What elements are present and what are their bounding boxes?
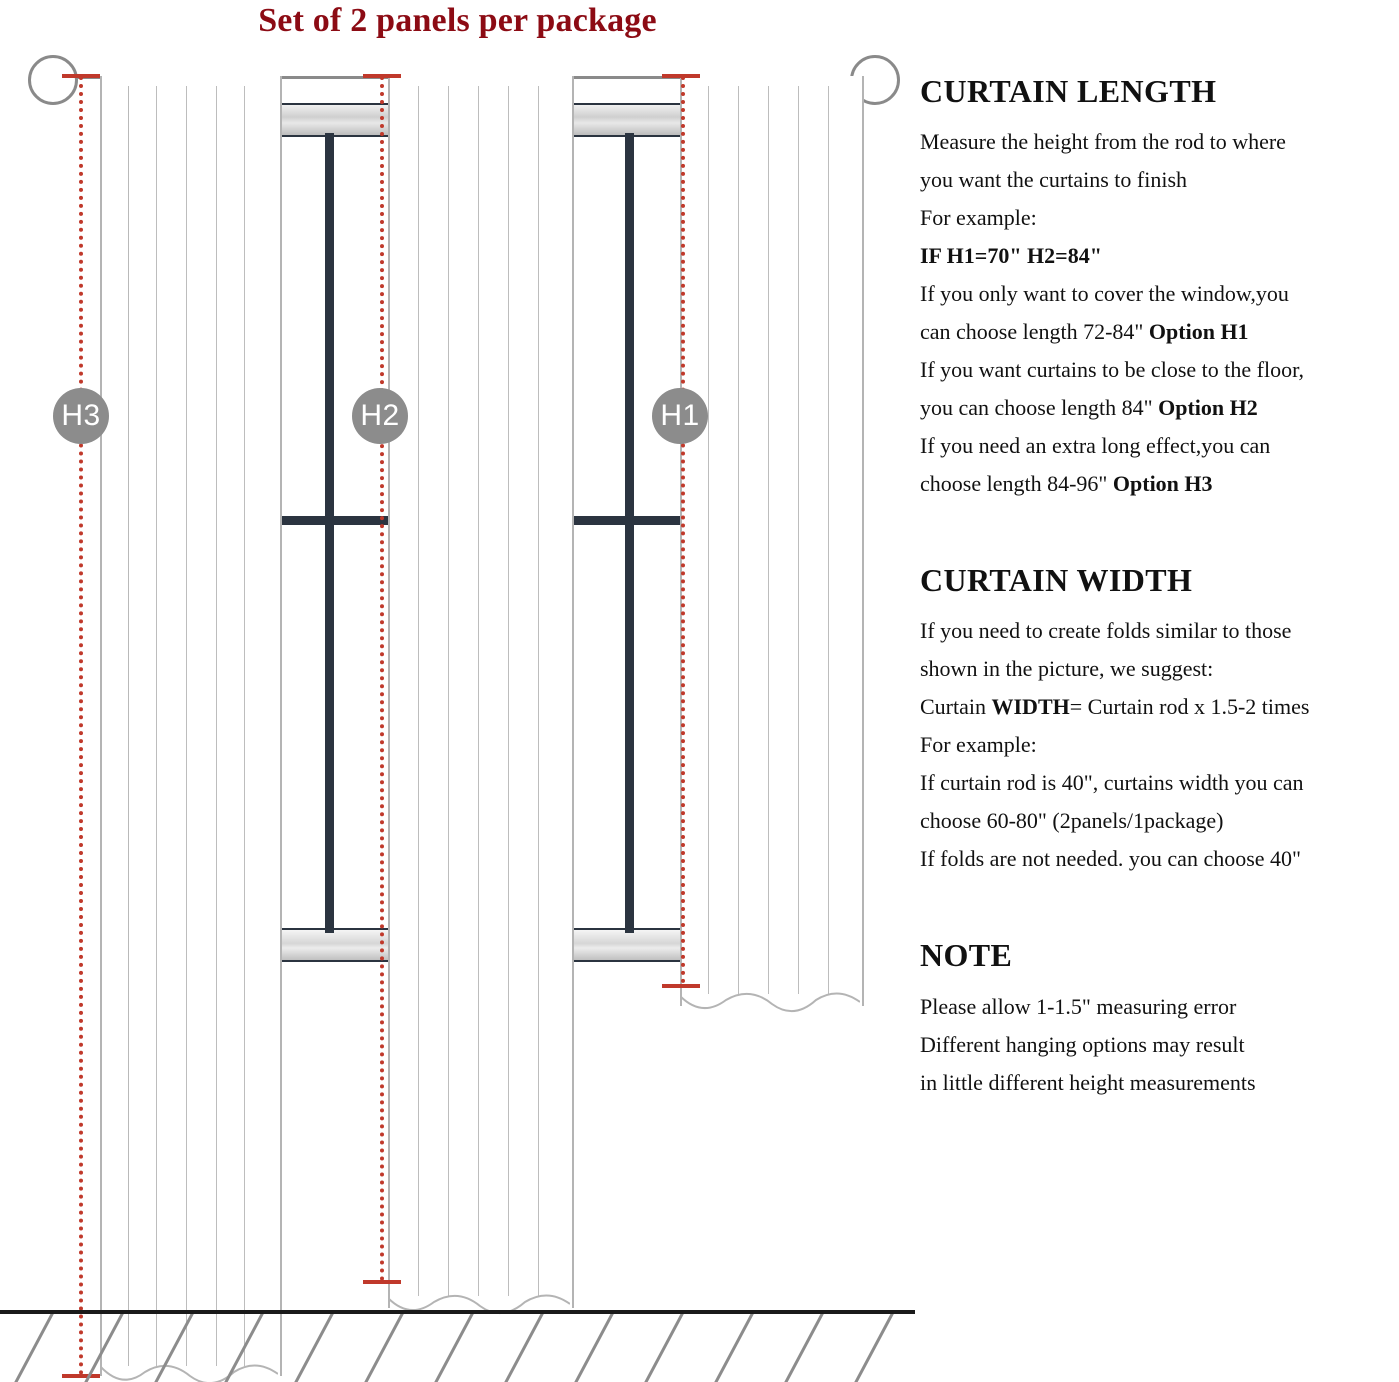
length-line-8-text: you can choose length 84"	[920, 395, 1159, 421]
curtain-fold	[156, 86, 157, 1366]
curtain-panel-left	[100, 76, 278, 1376]
width-bold-label: WIDTH	[991, 694, 1070, 720]
curtain-fold	[186, 86, 187, 1366]
length-line-7: If you want curtains to be close to the floor,	[920, 357, 1305, 383]
curtain-fold	[478, 86, 479, 1296]
window-mullion-right	[625, 133, 634, 933]
h3-measure-line	[79, 76, 83, 1376]
floor-hatching	[0, 1314, 915, 1382]
length-line-9: If you need an extra long effect,you can	[920, 433, 1271, 459]
h2-measure-bottom-cap	[363, 1280, 401, 1284]
length-line-6-text: can choose length 72-84"	[920, 319, 1149, 345]
length-example-values	[920, 237, 1398, 275]
length-line-3: For example:	[920, 205, 1037, 231]
note-line-1: Please allow 1-1.5" measuring error	[920, 993, 1237, 1019]
h2-badge: H2	[352, 388, 408, 444]
curtain-hem-scallop	[680, 992, 860, 1018]
curtain-width-heading: CURTAIN WIDTH	[920, 562, 1193, 599]
length-line-5: If you only want to cover the window,you	[920, 281, 1289, 307]
section-spacer-2	[920, 878, 1398, 938]
curtain-fold	[128, 86, 129, 1366]
page-title: Set of 2 panels per package	[258, 2, 657, 39]
length-line-6	[920, 313, 1398, 351]
curtain-panel-middle	[388, 76, 570, 1308]
length-line-2: you want the curtains to finish	[920, 167, 1188, 193]
rod-finial-left-icon	[28, 55, 78, 105]
width-line-6: choose 60-80" (2panels/1package)	[920, 808, 1224, 834]
length-line-8	[920, 389, 1398, 427]
width-line-4: For example:	[920, 732, 1037, 758]
length-line-1: Measure the height from the rod to where	[920, 129, 1286, 155]
h1-measure-line	[681, 76, 685, 984]
width-line-3-suffix: = Curtain rod x 1.5-2 times	[1069, 694, 1310, 720]
curtain-fold	[418, 86, 419, 1296]
length-line-10-text: choose length 84-96"	[920, 471, 1113, 497]
curtain-fold	[828, 86, 829, 994]
width-line-3	[920, 688, 1398, 726]
width-line-1: If you need to create folds similar to those	[920, 618, 1292, 644]
length-line-10	[920, 465, 1398, 503]
curtain-diagram	[0, 48, 915, 1382]
curtain-fold	[798, 86, 799, 994]
width-line-2: shown in the picture, we suggest:	[920, 656, 1214, 682]
length-example-bold: IF H1=70" H2=84"	[920, 243, 1102, 269]
h1-measure-bottom-cap	[662, 984, 700, 988]
width-line-5: If curtain rod is 40", curtains width you can	[920, 770, 1304, 796]
curtain-panel-right	[680, 76, 860, 1006]
option-h2-label: Option H2	[1158, 395, 1258, 421]
note-line-3: in little different height measurements	[920, 1069, 1256, 1095]
curtain-fold	[216, 86, 217, 1366]
curtain-length-heading: CURTAIN LENGTH	[920, 73, 1217, 109]
window-mullion-left	[325, 133, 334, 933]
curtain-fold	[508, 86, 509, 1296]
note-heading: NOTE	[920, 937, 1013, 974]
width-line-7: If folds are not needed. you can choose 40"	[920, 846, 1302, 872]
curtain-fold	[448, 86, 449, 1296]
section-spacer-1	[920, 503, 1398, 563]
option-h1-label: Option H1	[1148, 319, 1249, 345]
note-line-2: Different hanging options may result	[920, 1031, 1245, 1057]
h2-measure-line	[380, 76, 384, 1282]
instructions-column	[920, 74, 1398, 1382]
curtain-panel-middle-body	[388, 76, 574, 1308]
curtain-fold	[768, 86, 769, 994]
curtain-fold	[738, 86, 739, 994]
option-h3-label: Option H3	[1112, 471, 1213, 497]
h1-badge: H1	[652, 388, 708, 444]
curtain-fold	[244, 86, 245, 1366]
width-line-3-prefix: Curtain	[920, 694, 992, 720]
h3-badge: H3	[53, 388, 109, 444]
curtain-fold	[538, 86, 539, 1296]
curtain-fold	[708, 86, 709, 994]
